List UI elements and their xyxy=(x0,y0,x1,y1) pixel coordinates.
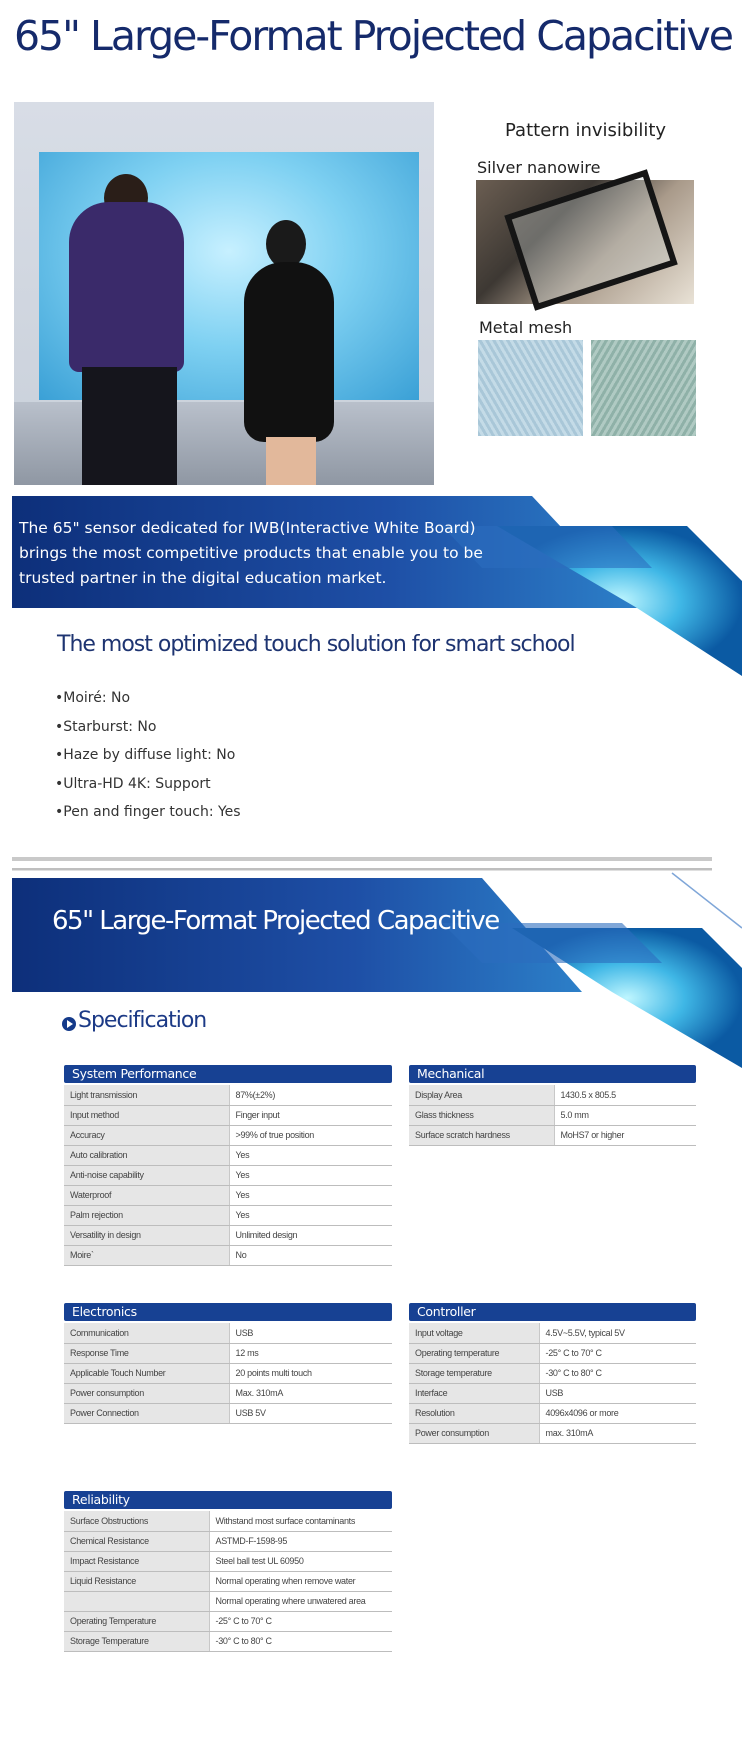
spec-banner xyxy=(12,868,742,1068)
reliability-block xyxy=(64,1491,392,1652)
mechanical-table xyxy=(409,1085,696,1146)
spec-value: -30° C to 80° C xyxy=(209,1631,392,1651)
hero-photo xyxy=(14,102,434,485)
spec-row xyxy=(64,1245,392,1265)
spec-key: Glass thickness xyxy=(409,1105,554,1125)
spec-key: Surface scratch hardness xyxy=(409,1125,554,1145)
spec-value: 4096x4096 or more xyxy=(539,1403,696,1423)
intro-line-3: trusted partner in the digital education market. xyxy=(19,569,387,587)
metal-mesh-photo-1 xyxy=(478,340,583,436)
feature-item: •Moiré: No xyxy=(55,690,131,706)
spec-value: -25° C to 70° C xyxy=(209,1611,392,1631)
spec-key: Liquid Resistance xyxy=(64,1571,209,1591)
spec-key: Storage Temperature xyxy=(64,1631,209,1651)
intro-line-1: The 65" sensor dedicated for IWB(Interactive White Board) xyxy=(19,519,476,537)
spec-key: Palm rejection xyxy=(64,1205,229,1225)
spec-key: Moire` xyxy=(64,1245,229,1265)
spec-row xyxy=(64,1631,392,1651)
man-figure-legs xyxy=(82,367,177,485)
spec-row xyxy=(64,1225,392,1245)
feature-item: •Pen and finger touch: Yes xyxy=(55,804,241,820)
spec-value: >99% of true position xyxy=(229,1125,392,1145)
metal-mesh-label: Metal mesh xyxy=(479,318,573,337)
section-subheading: The most optimized touch solution for smart school xyxy=(57,632,575,657)
silver-nanowire-label: Silver nanowire xyxy=(477,158,601,177)
spec-key: Power consumption xyxy=(64,1383,229,1403)
woman-figure-legs xyxy=(266,437,316,485)
spec-key: Impact Resistance xyxy=(64,1551,209,1571)
spec-value: Normal operating where unwatered area xyxy=(209,1591,392,1611)
spec-row xyxy=(64,1145,392,1165)
mechanical-block xyxy=(409,1065,696,1146)
spec-key: Auto calibration xyxy=(64,1145,229,1165)
spec-row xyxy=(64,1531,392,1551)
controller-title: Controller xyxy=(409,1303,696,1321)
spec-key: Response Time xyxy=(64,1343,229,1363)
spec-value: USB 5V xyxy=(229,1403,392,1423)
electronics-title: Electronics xyxy=(64,1303,392,1321)
system-performance-block xyxy=(64,1065,392,1266)
section-divider xyxy=(12,855,742,863)
spec-row xyxy=(409,1343,696,1363)
spec-row xyxy=(64,1363,392,1383)
spec-key xyxy=(64,1591,209,1611)
specification-heading xyxy=(62,1008,206,1033)
reliability-title: Reliability xyxy=(64,1491,392,1509)
spec-value: Normal operating when remove water xyxy=(209,1571,392,1591)
spec-value: No xyxy=(229,1245,392,1265)
spec-value: Withstand most surface contaminants xyxy=(209,1511,392,1531)
spec-key: Input voltage xyxy=(409,1323,539,1343)
spec-row xyxy=(64,1611,392,1631)
spec-value: MoHS7 or higher xyxy=(554,1125,696,1145)
controller-table xyxy=(409,1323,696,1444)
spec-row xyxy=(409,1423,696,1443)
spec-row xyxy=(409,1323,696,1343)
spec-row xyxy=(64,1591,392,1611)
spec-key: Applicable Touch Number xyxy=(64,1363,229,1383)
spec-key: Surface Obstructions xyxy=(64,1511,209,1531)
spec-key: Operating Temperature xyxy=(64,1611,209,1631)
spec-key: Waterproof xyxy=(64,1185,229,1205)
spec-key: Light transmission xyxy=(64,1085,229,1105)
spec-row xyxy=(409,1105,696,1125)
spec-row xyxy=(409,1363,696,1383)
spec-value: USB xyxy=(229,1323,392,1343)
spec-key: Power Connection xyxy=(64,1403,229,1423)
spec-row xyxy=(64,1323,392,1343)
spec-row xyxy=(64,1383,392,1403)
silver-nanowire-photo xyxy=(476,180,694,304)
spec-value: ASTMD-F-1598-95 xyxy=(209,1531,392,1551)
spec-row xyxy=(64,1185,392,1205)
spec-value: Finger input xyxy=(229,1105,392,1125)
electronics-table xyxy=(64,1323,392,1424)
spec-value: 1430.5 x 805.5 xyxy=(554,1085,696,1105)
woman-figure xyxy=(244,262,334,442)
spec-value: Yes xyxy=(229,1145,392,1165)
spec-key: Interface xyxy=(409,1383,539,1403)
spec-value: Yes xyxy=(229,1165,392,1185)
spec-value: 12 ms xyxy=(229,1343,392,1363)
spec-row xyxy=(64,1343,392,1363)
pattern-invisibility-title: Pattern invisibility xyxy=(505,120,667,141)
spec-row xyxy=(64,1551,392,1571)
mechanical-title: Mechanical xyxy=(409,1065,696,1083)
spec-key: Resolution xyxy=(409,1403,539,1423)
spec-row xyxy=(409,1403,696,1423)
specification-title: Specification xyxy=(78,1008,207,1033)
feature-item: •Haze by diffuse light: No xyxy=(55,747,236,763)
spec-value: 5.0 mm xyxy=(554,1105,696,1125)
spec-key: Operating temperature xyxy=(409,1343,539,1363)
woman-figure-head xyxy=(266,220,306,268)
spec-row xyxy=(64,1403,392,1423)
controller-block xyxy=(409,1303,696,1444)
play-bullet-icon xyxy=(62,1017,76,1031)
feature-list xyxy=(55,690,241,833)
spec-banner-title: 65" Large-Format Projected Capacitive xyxy=(52,906,499,936)
spec-value: 4.5V~5.5V, typical 5V xyxy=(539,1323,696,1343)
spec-value: Steel ball test UL 60950 xyxy=(209,1551,392,1571)
spec-key: Anti-noise capability xyxy=(64,1165,229,1185)
spec-row xyxy=(64,1105,392,1125)
spec-key: Communication xyxy=(64,1323,229,1343)
intro-banner-text xyxy=(19,516,489,591)
spec-row xyxy=(409,1383,696,1403)
spec-key: Versatility in design xyxy=(64,1225,229,1245)
spec-value: -30° C to 80° C xyxy=(539,1363,696,1383)
feature-item: •Starburst: No xyxy=(55,718,157,735)
metal-mesh-photo-2 xyxy=(591,340,696,436)
intro-line-2: brings the most competitive products that enable you to be xyxy=(19,544,483,562)
spec-value: 87%(±2%) xyxy=(229,1085,392,1105)
spec-value: max. 310mA xyxy=(539,1423,696,1443)
spec-row xyxy=(64,1165,392,1185)
spec-row xyxy=(409,1085,696,1105)
spec-value: Unlimited design xyxy=(229,1225,392,1245)
spec-key: Display Area xyxy=(409,1085,554,1105)
spec-value: USB xyxy=(539,1383,696,1403)
spec-row xyxy=(64,1571,392,1591)
feature-item: •Ultra-HD 4K: Support xyxy=(55,775,211,792)
man-figure xyxy=(69,202,184,372)
spec-row xyxy=(64,1085,392,1105)
floor xyxy=(14,402,434,485)
spec-key: Input method xyxy=(64,1105,229,1125)
spec-key: Chemical Resistance xyxy=(64,1531,209,1551)
spec-row xyxy=(64,1125,392,1145)
spec-row xyxy=(64,1205,392,1225)
system-performance-title: System Performance xyxy=(64,1065,392,1083)
spec-key: Power consumption xyxy=(409,1423,539,1443)
spec-value: Max. 310mA xyxy=(229,1383,392,1403)
spec-key: Storage temperature xyxy=(409,1363,539,1383)
system-performance-table xyxy=(64,1085,392,1266)
spec-value: Yes xyxy=(229,1185,392,1205)
spec-row xyxy=(409,1125,696,1145)
reliability-table xyxy=(64,1511,392,1652)
spec-value: -25° C to 70° C xyxy=(539,1343,696,1363)
electronics-block xyxy=(64,1303,392,1424)
spec-value: 20 points multi touch xyxy=(229,1363,392,1383)
spec-value: Yes xyxy=(229,1205,392,1225)
spec-key: Accuracy xyxy=(64,1125,229,1145)
page-title: 65" Large-Format Projected Capacitive xyxy=(13,12,733,60)
spec-row xyxy=(64,1511,392,1531)
